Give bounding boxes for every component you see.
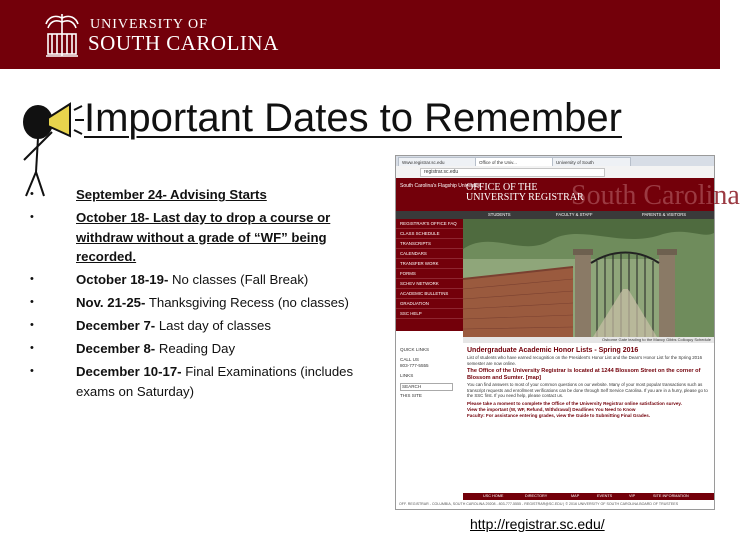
left-nav-item[interactable]: FORMS (396, 269, 463, 279)
nav-item-parents[interactable]: PARENTS & VISITORS (642, 212, 687, 217)
date-detail: Thanksgiving Recess (no classes) (145, 295, 349, 310)
left-nav-item[interactable]: SCHEV NETWORK (396, 279, 463, 289)
list-item (30, 316, 380, 336)
browser-tab-bar (396, 156, 714, 166)
info-paragraph: You can find answers to most of your common questions on our website. Many of your most popular transactions such as transcript requests and enrollment verifications can be done through Self Service Carolina. If you are in a hurry, please go to the SSC first. If you need help, please contact us. (467, 382, 708, 399)
left-nav-item[interactable]: ACADEMIC BULLETINS (396, 289, 463, 299)
registrar-website-screenshot (395, 155, 740, 510)
logo-university-of: UNIVERSITY OF (90, 17, 208, 32)
site-tagline: South Carolina's Flagship University (400, 183, 481, 189)
left-nav-item[interactable]: SSC HELP (396, 309, 463, 319)
date-detail: No classes (Fall Break) (168, 272, 309, 287)
footer-link[interactable]: USC HOME (483, 494, 504, 498)
list-item (30, 339, 380, 359)
list-item (30, 185, 380, 205)
important-dates-list (30, 185, 380, 405)
campus-gate-photo (463, 219, 714, 337)
nav-item-faculty[interactable]: FACULTY & STAFF (556, 212, 593, 217)
site-watermark: South Carolina (571, 180, 740, 211)
university-logo-icon (42, 10, 82, 60)
list-item (30, 293, 380, 313)
left-nav-item[interactable]: CLASS SCHEDULE (396, 229, 463, 239)
footer-link[interactable]: SITE INFORMATION (653, 494, 689, 498)
footer-link[interactable]: EVENTS (597, 494, 613, 498)
date-detail: Last day of classes (155, 318, 271, 333)
footer-link[interactable]: DIRECTORY (525, 494, 548, 498)
left-nav-item[interactable]: GRADUATION (396, 299, 463, 309)
date-label: December 8- (76, 341, 156, 356)
search-scope-option[interactable]: THIS SITE (400, 393, 422, 398)
site-left-nav (396, 219, 463, 331)
date-label: September 24- Advising Starts (76, 187, 267, 202)
site-search-input[interactable]: SEARCH (400, 383, 453, 391)
date-detail: Final Examinations (includes exams on Saturday) (76, 364, 354, 399)
office-location-notice: The Office of the University Registrar is located at 1244 Blossom Street on the corner of Blossom and Sumter. [map] (467, 368, 701, 382)
list-item (30, 270, 380, 290)
office-title-line1: OFFICE OF THE (466, 182, 538, 193)
site-side-column (396, 343, 463, 493)
date-label: October 18- Last day to drop a course or withdraw without a grade of “WF” being recorded. (76, 210, 331, 264)
registrar-link[interactable]: http://registrar.sc.edu/ (470, 516, 605, 532)
date-detail: Reading Day (155, 341, 236, 356)
date-label: Nov. 21-25- (76, 295, 146, 310)
logo-south-carolina: SOUTH CAROLINA (88, 31, 279, 55)
office-title (466, 183, 584, 203)
left-nav-item[interactable]: CALENDARS (396, 249, 463, 259)
date-label: December 7- (76, 318, 156, 333)
left-nav-item[interactable]: TRANSFER WORK (396, 259, 463, 269)
browser-tab[interactable]: University of South (552, 157, 631, 167)
list-item (30, 362, 380, 401)
nav-item-students[interactable]: STUDENTS (488, 212, 511, 217)
site-footer-nav (463, 493, 714, 500)
address-field[interactable]: registrar.sc.edu (420, 168, 605, 177)
browser-tab[interactable]: Www.registrar.sc.edu (398, 157, 477, 167)
university-header-band (0, 0, 720, 69)
slide-title: Important Dates to Remember (84, 96, 622, 140)
news-headline[interactable]: Undergraduate Academic Honor Lists - Spring 2016 (467, 347, 639, 354)
site-header (396, 178, 740, 211)
browser-tab[interactable]: Office of the Univ... (475, 157, 554, 167)
date-label: December 10-17- (76, 364, 182, 379)
list-item (30, 208, 380, 267)
site-footer-text: OFF. REGISTRAR - COLUMBIA, SOUTH CAROLINA 29208 - 803-777-5555 - REGISTRAR@SC.EDU | © 2016 UNIVERSITY OF SOUTH CAROLINA BOARD OF TRUSTEES (399, 502, 679, 506)
grades-guide-link[interactable]: Faculty: For assistance entering grades, view the Guide to Submitting Final Grades. (467, 412, 651, 418)
left-nav-item[interactable]: TRANSCRIPTS (396, 239, 463, 249)
side-phone: 803-777-5555 (400, 363, 429, 368)
site-main-content (463, 343, 714, 493)
office-title-line2: UNIVERSITY REGISTRAR (466, 192, 584, 203)
deadlines-link[interactable]: View the important (W, WF, Refund, Withdrawal) Deadlines You Need to Know (467, 406, 636, 412)
footer-link[interactable]: VIP (629, 494, 636, 498)
side-label: LINKS (400, 373, 414, 378)
news-intro: List of students who have earned recognition on the President's Honor List and the Dean's Honor List for the Spring 2016 semester are now online. (467, 355, 703, 366)
photo-caption: Osborne Gate leading to the Maxcy Gibbs Colloquy Schedule (463, 337, 714, 343)
footer-link[interactable]: MAP (571, 494, 580, 498)
side-label: CALL US (400, 357, 419, 362)
left-nav-item[interactable]: REGISTRAR'S OFFICE FAQ (396, 219, 463, 229)
site-nav (396, 211, 714, 219)
survey-link[interactable]: Please take a moment to complete the Office of the University Registrar online satisfaction survey. (467, 400, 682, 406)
side-label: QUICK LINKS (400, 347, 430, 352)
date-label: October 18-19- (76, 272, 169, 287)
